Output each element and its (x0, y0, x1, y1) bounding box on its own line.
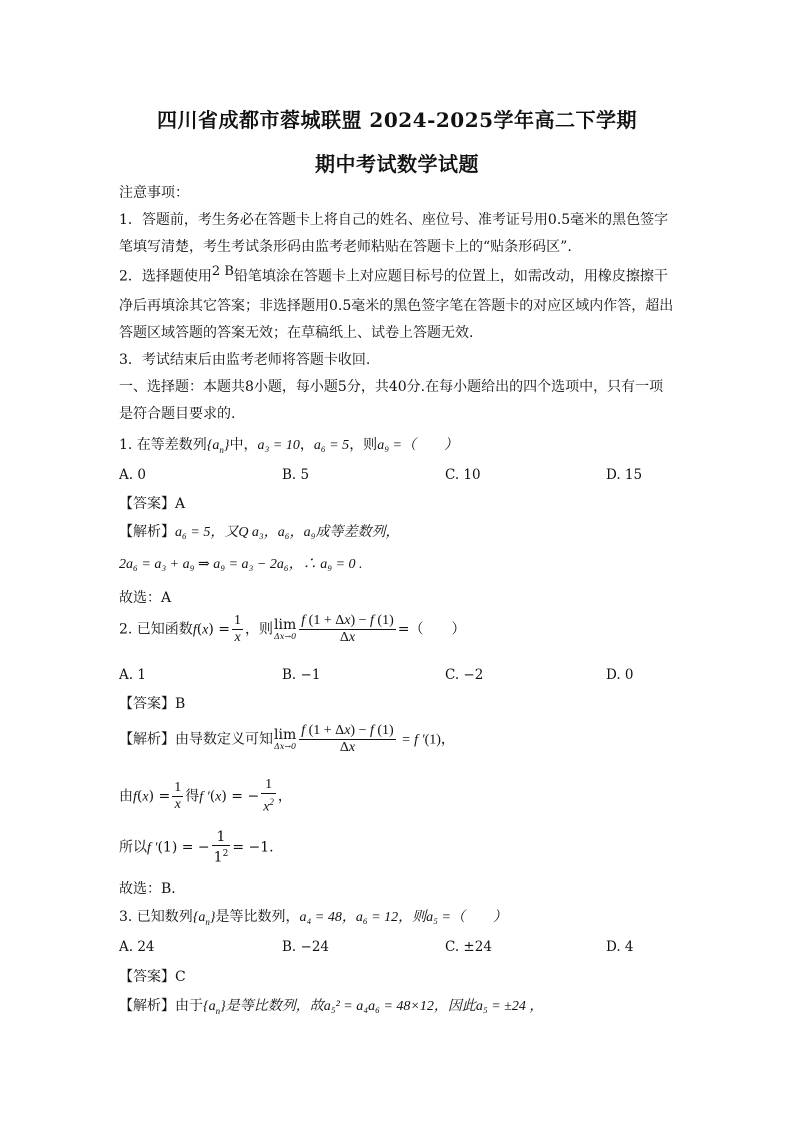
q3-answer: 【答案】C (119, 969, 186, 985)
notice-item-1a: 1．答题前，考生务必在答题卡上将自己的姓名、座位号、准考证号用0.5毫米的黑色签字 (119, 212, 669, 228)
q1-analysis-1: 【解析】a₆ = 5，又Q a₃，a₆，a₉成等差数列， (119, 524, 400, 540)
question-1-stem: 1. 在等差数列$\{a_n\}$中，a₃ = 10，a₆ = 5，则a₉ =（ ） (119, 437, 459, 455)
q2-analysis-2: 由f(x) = $\frac{1}{x}$ 得f ′(x) = − $\frac{1}{x^2}$ ， (119, 777, 292, 815)
q1-option-d: D. 15 (606, 467, 643, 483)
q2-analysis-3: 所以f ′(1) = − $\frac{1}{1^2}$ = −1. (119, 829, 274, 866)
q3-option-b: B. −24 (282, 939, 329, 955)
q1-analysis-2: 2a₆ = a₃ + a₉ ⇒ a₉ = a₃ − 2a₆，∴ a₉ = 0 . (119, 557, 363, 572)
q1-option-a: A. 0 (119, 467, 146, 483)
q2-select: 故选：B． (119, 881, 186, 897)
q2-option-a: A. 1 (119, 667, 146, 683)
q3-analysis: 【解析】由于$\{a_n\}$是等比数列，故a₅² = a₄a₆ = 48×12，因此a₅ = ±24 ， (119, 998, 544, 1016)
notice-item-2a: 2．选择题使用$^{2 B}$铅笔填涂在答题卡上对应题目标号的位置上，如需改动，用橡皮擦擦干 (119, 264, 668, 285)
section-heading-cont: 是符合题目要求的. (119, 406, 236, 422)
q2-option-b: B. −1 (282, 667, 321, 683)
page-title: 四川省成都市蓉城联盟 2024-2025学年高二下学期 (156, 108, 638, 132)
question-3-stem: 3. 已知数列$\{a_n\}$是等比数列，a₄ = 48，a₆ = 12，则a₅ =（ ） (119, 909, 507, 927)
notice-item-2c: 答题区域答题的答案无效；在草稿纸上、试卷上答题无效. (119, 325, 474, 341)
q3-option-d: D. 4 (606, 939, 634, 955)
q2-option-d: D. 0 (606, 667, 634, 683)
q1-option-b: B. 5 (282, 467, 310, 483)
question-2-stem: 2. 已知函数f(x) = $\frac{1}{x}$ ，则 lim Δx→0 $\frac{f (1 + \Delta x) - f (1)}{\Delta x}$ =（ ） (119, 613, 466, 645)
notice-item-2b: 净后再填涂其它答案；非选择题用0.5毫米的黑色签字笔在答题卡的对应区域内作答，超出 (119, 298, 674, 314)
q1-option-c: C. 10 (445, 467, 481, 483)
notice-item-3: 3．考试结束后由监考老师将答题卡收回. (119, 352, 371, 368)
q2-answer: 【答案】B (119, 696, 186, 712)
q2-option-c: C. −2 (445, 667, 484, 683)
section-heading: 一、选择题：本题共8小题，每小题5分，共40分.在每小题给出的四个选项中，只有一项 (119, 379, 664, 395)
pencil-grade: 2 B (211, 264, 234, 279)
q2-analysis-1: 【解析】由导数定义可知 lim Δx→0 $\frac{f (1 + \Delta x) - f (1)}{\Delta x}$ = f ′(1)， (119, 723, 455, 755)
notice-item-1b: 笔填写清楚，考生考试条形码由监考老师粘贴在答题卡上的“贴条形码区”. (119, 239, 572, 255)
q3-option-a: A. 24 (119, 939, 155, 955)
q1-select: 故选：A (119, 590, 172, 606)
page-subtitle: 期中考试数学试题 (315, 152, 479, 176)
q1-answer: 【答案】A (119, 496, 186, 512)
q3-option-c: C. ±24 (445, 939, 492, 955)
notice-heading: 注意事项： (119, 185, 189, 201)
